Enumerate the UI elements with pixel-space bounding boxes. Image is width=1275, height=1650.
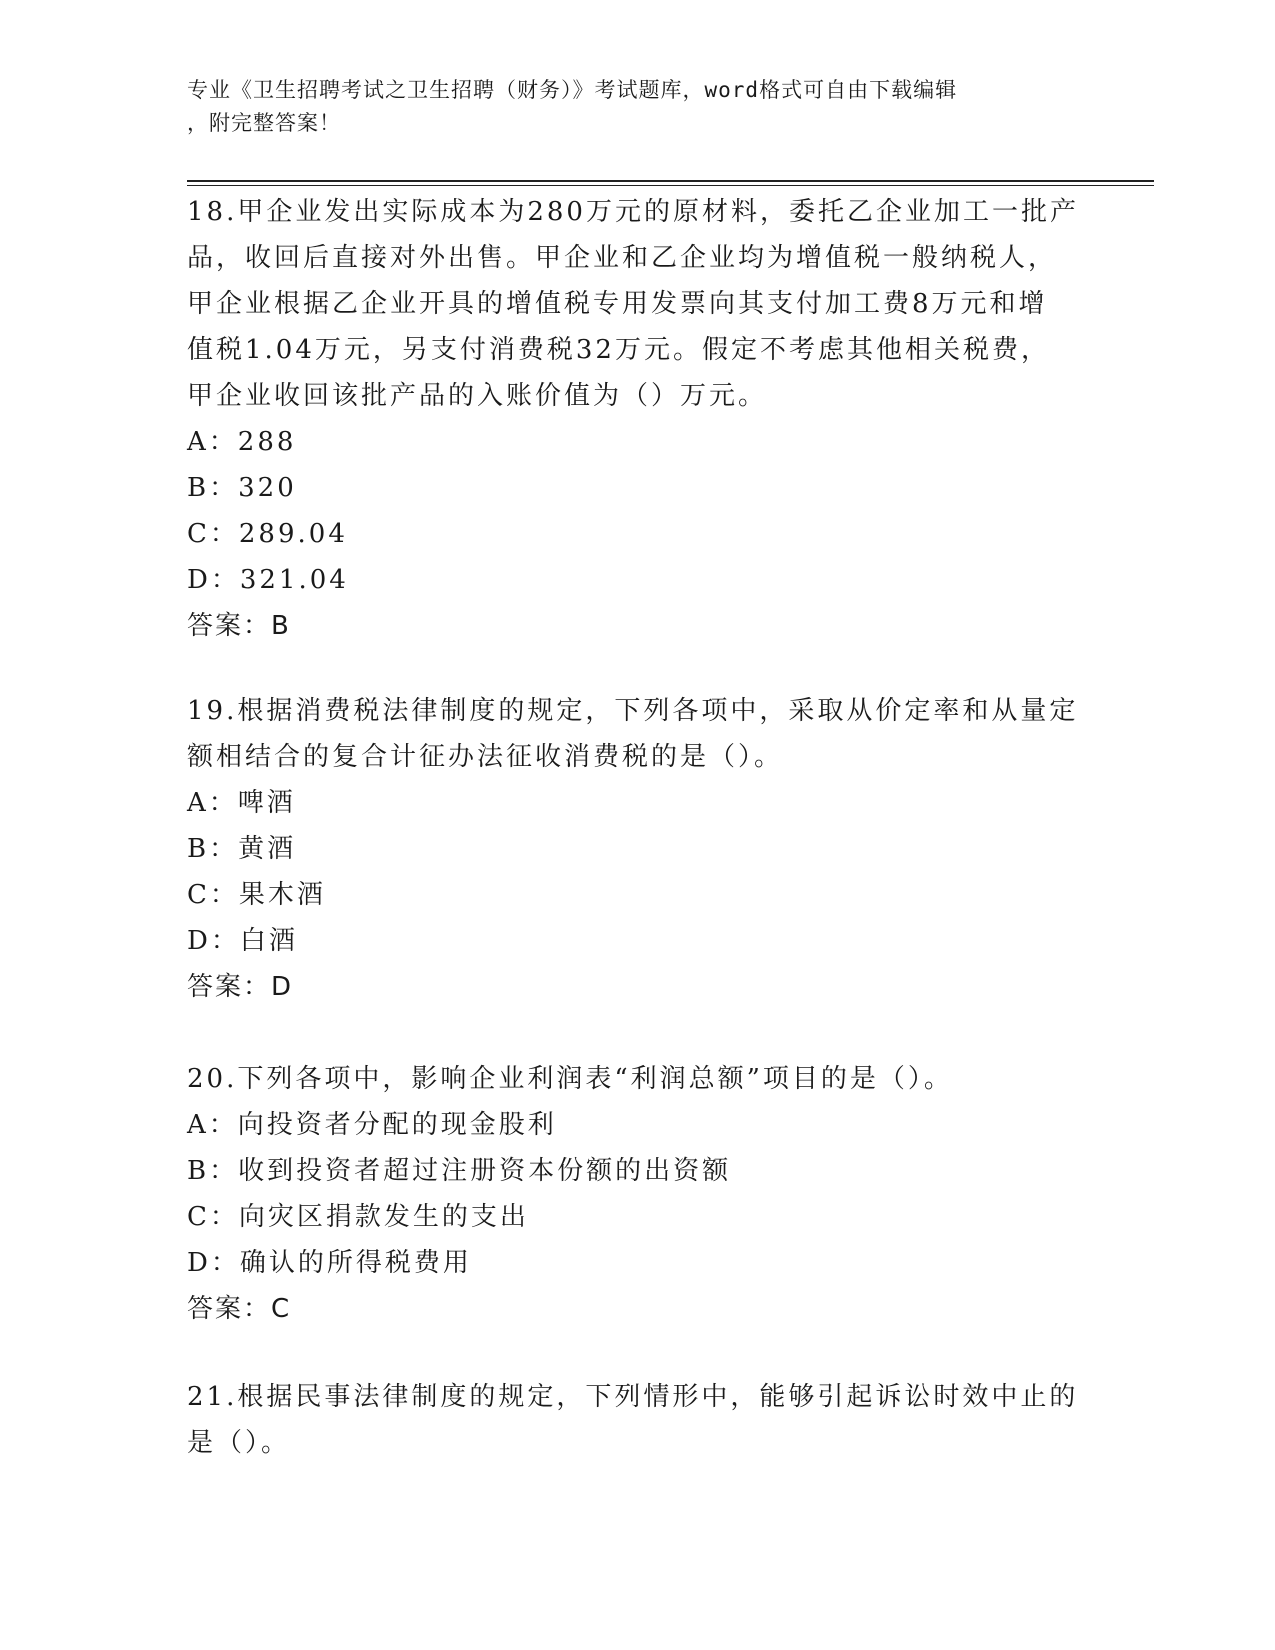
stem-line: 是（）。	[187, 1428, 291, 1458]
option-c: C：果木酒	[187, 880, 326, 910]
question-stem	[187, 688, 1087, 780]
stem-line: 19.根据消费税法律制度的规定，下列各项中，采取从价定率和从量定	[187, 696, 1079, 726]
option-d: D：确认的所得税费用	[187, 1248, 472, 1278]
question-21	[187, 1374, 1087, 1466]
option-d: D：321.04	[187, 565, 349, 595]
question-stem	[187, 189, 1087, 419]
header-line: 专业《卫生招聘考试之卫生招聘（财务）》考试题库，word格式可自由下载编辑	[187, 78, 958, 102]
header-line: ，附完整答案！	[187, 111, 341, 135]
stem-line: 甲企业根据乙企业开具的增值税专用发票向其支付加工费8万元和增	[187, 289, 1048, 319]
option-b: B：黄酒	[187, 834, 297, 864]
option-a: A：288	[187, 427, 297, 457]
question-18	[187, 189, 1087, 649]
option-b: B：320	[187, 473, 297, 503]
question-stem	[187, 1056, 1087, 1102]
header-divider	[187, 180, 1154, 182]
stem-line: 21.根据民事法律制度的规定，下列情形中，能够引起诉讼时效中止的	[187, 1382, 1079, 1412]
question-19	[187, 688, 1087, 1010]
option-c: C：向灾区捐款发生的支出	[187, 1202, 529, 1232]
option-d: D：白酒	[187, 926, 298, 956]
stem-line: 值税1.04万元，另支付消费税32万元。假定不考虑其他相关税费，	[187, 335, 1050, 365]
answer-line: 答案：C	[187, 1294, 292, 1324]
option-a: A：向投资者分配的现金股利	[187, 1110, 557, 1140]
question-20	[187, 1056, 1087, 1332]
option-a: A：啤酒	[187, 788, 296, 818]
stem-line: 18.甲企业发出实际成本为280万元的原材料，委托乙企业加工一批产	[187, 197, 1079, 227]
stem-line: 额相结合的复合计征办法征收消费税的是（）。	[187, 742, 784, 772]
option-b: B：收到投资者超过注册资本份额的出资额	[187, 1156, 732, 1186]
stem-line: 20.下列各项中，影响企业利润表“利润总额”项目的是（）。	[187, 1064, 953, 1094]
answer-line: 答案：B	[187, 611, 291, 641]
answer-line: 答案：D	[187, 972, 294, 1002]
option-c: C：289.04	[187, 519, 348, 549]
stem-line: 品，收回后直接对外出售。甲企业和乙企业均为增值税一般纳税人，	[187, 243, 1058, 273]
stem-line: 甲企业收回该批产品的入账价值为（）万元。	[187, 381, 768, 411]
header-divider-thin	[187, 185, 1154, 186]
question-stem	[187, 1374, 1087, 1466]
document-header	[187, 74, 1067, 140]
